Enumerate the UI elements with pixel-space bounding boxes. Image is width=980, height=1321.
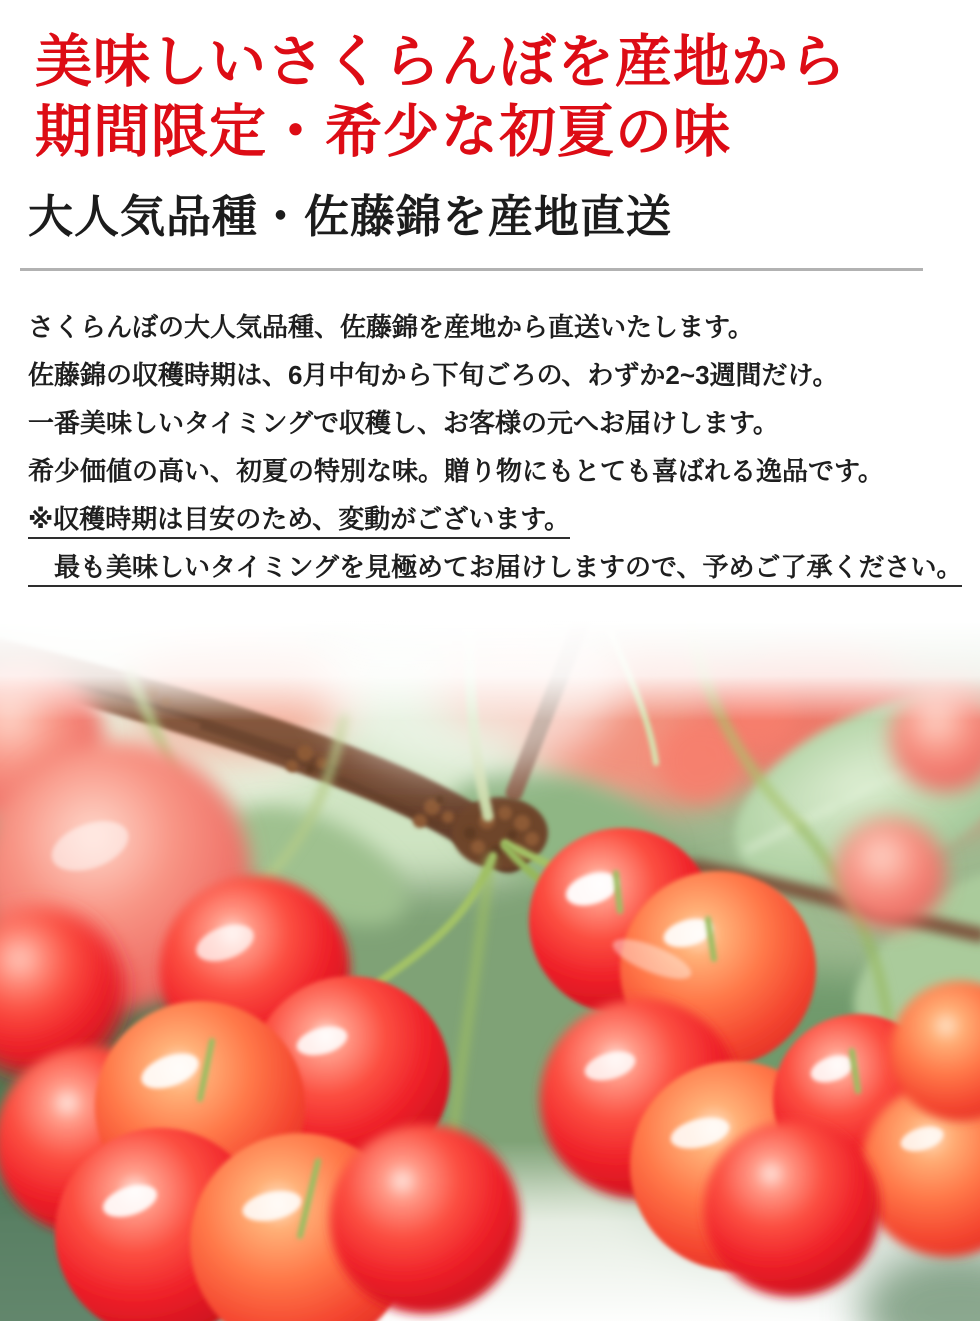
body-line: さくらんぼの大人気品種、佐藤錦を産地から直送いたします。 (28, 312, 754, 342)
sub-heading: 大人気品種・佐藤錦を産地直送 (28, 192, 673, 242)
page-title (35, 28, 847, 168)
body-line-note: ※収穫時期は目安のため、変動がございます。 (28, 495, 963, 543)
description-text (28, 303, 963, 591)
divider-line (20, 268, 923, 271)
heading-line-2: 期間限定・希少な初夏の味 (35, 101, 731, 164)
body-line: 一番美味しいタイミングで収穫し、お客様の元へお届けします。 (28, 408, 779, 438)
cherry-photo (0, 621, 980, 1321)
body-line: 希少価値の高い、初夏の特別な味。贈り物にもとても喜ばれる逸品です。 (28, 456, 884, 486)
heading-line-1: 美味しいさくらんぼを産地から (35, 31, 847, 94)
body-line: 佐藤錦の収穫時期は、6月中旬から下旬ごろの、わずか2~3週間だけ。 (28, 360, 839, 390)
body-line-note: 最も美味しいタイミングを見極めてお届けしますので、予めご了承ください。 (28, 543, 963, 591)
